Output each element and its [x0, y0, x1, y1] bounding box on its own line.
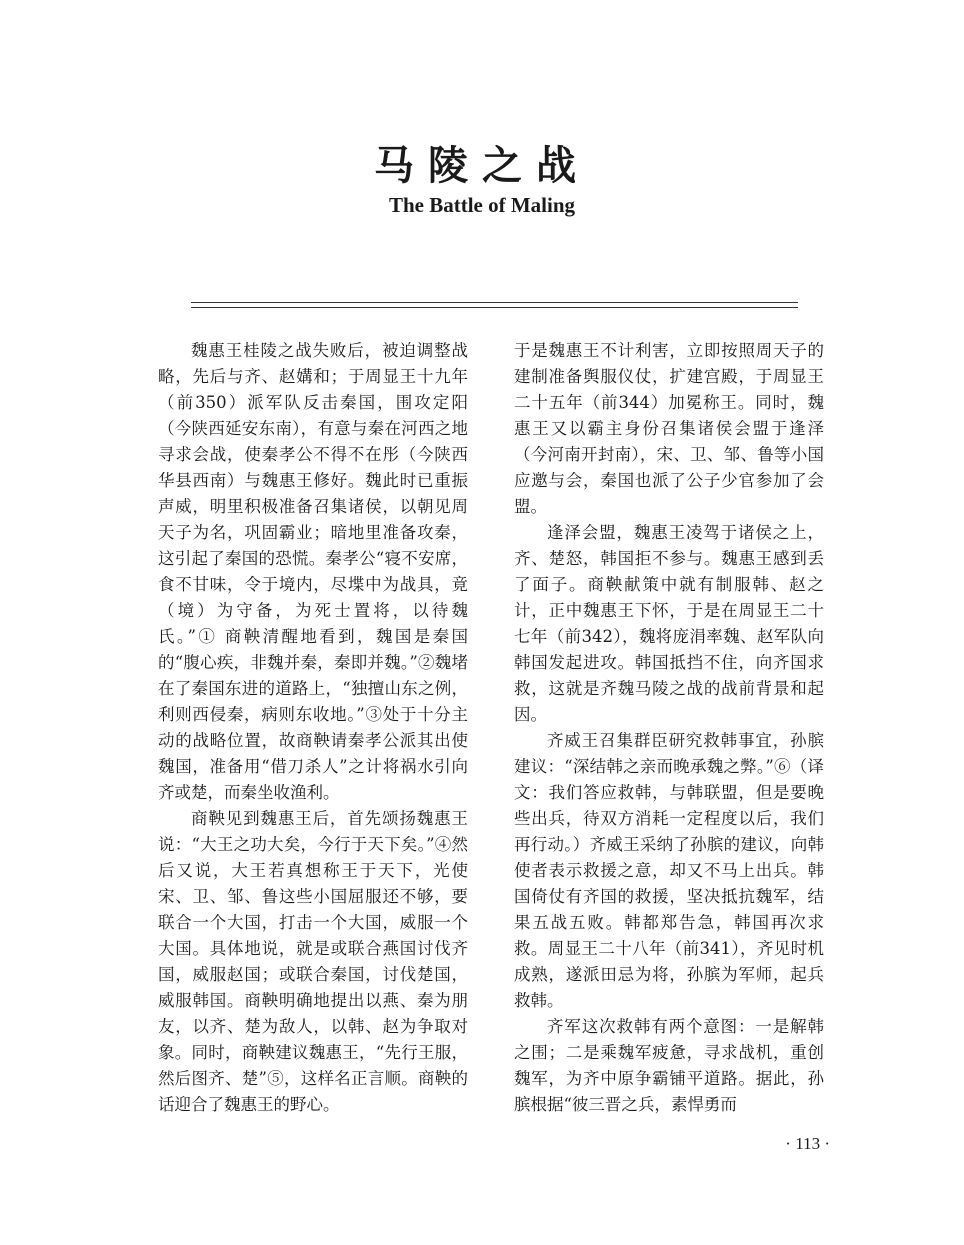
- paragraph: 商鞅见到魏惠王后，首先颂扬魏惠王说：“大王之功大矣，今行于天下矣。”④然后又说，大王若真想称王于天下，光使宋、卫、邹、鲁这些小国屈服还不够，要联合一个大国，打击一个大国，威服一个大国。具体地说，就是或联合燕国讨伐齐国，威服赵国；或联合秦国，讨伐楚国，威服韩国。商鞅明确地提出以燕、秦为朋友，以齐、楚为敌人，以韩、赵为争取对象。同时，商鞅建议魏惠王，“先行王服，然后图齐、楚”⑤，这样名正言顺。商鞅的话迎合了魏惠王的野心。: [158, 809, 468, 1114]
- paragraph: 齐威王召集群臣研究救韩事宜，孙膑建议：“深结韩之亲而晚承魏之弊。”⑥（译文：我们答应救韩，与韩联盟，但是要晚些出兵，待双方消耗一定程度以后，我们再行动。）齐威王采纳了孙膑的建议，向韩使者表示救援之意，却又不马上出兵。韩国倚仗有齐国的救援，坚决抵抗魏军，结果五战五败。韩都郑告急，韩国再次求救。周显王二十八年（前341），齐见时机成熟，遂派田忌为将，孙膑为军师，起兵救韩。: [514, 731, 824, 1010]
- page-title: 马陵之战: [374, 143, 590, 189]
- paragraph: 逢泽会盟，魏惠王凌驾于诸侯之上，齐、楚怒，韩国拒不参与。魏惠王感到丢了面子。商鞅献策中就有制服韩、赵之计，正中魏惠王下怀，于是在周显王二十七年（前342），魏将庞涓率魏、赵军队向韩国发起进攻。韩国抵挡不住，向齐国求救，这就是齐魏马陵之战的战前背景和起因。: [514, 523, 824, 724]
- title-divider-bottom: [191, 307, 798, 308]
- left-column: [158, 338, 468, 1118]
- page-number: · 113 ·: [785, 1134, 830, 1153]
- paragraph-continued: 于是魏惠王不计利害，立即按照周天子的建制准备舆服仪仗，扩建宫殿，于周显王二十五年（前344）加冕称王。同时，魏惠王又以霸主身份召集诸侯会盟于逢泽（今河南开封南），宋、卫、邹、鲁等小国应邀与会，秦国也派了公子少官参加了会盟。: [514, 341, 824, 516]
- paragraph: 齐军这次救韩有两个意图：一是解韩之围；二是乘魏军疲惫，寻求战机，重创魏军，为齐中原争霸铺平道路。据此，孙膑根据“彼三晋之兵，素悍勇而: [514, 1017, 824, 1114]
- right-column: [514, 338, 824, 1118]
- paragraph: 魏惠王桂陵之战失败后，被迫调整战略，先后与齐、赵媾和；于周显王十九年（前350）派军队反击秦国，围攻定阳（今陕西延安东南），有意与秦在河西之地寻求会战，使秦孝公不得不在彤（今陕西华县西南）与魏惠王修好。魏此时已重振声威，明里积极准备召集诸侯，以朝见周天子为名，巩固霸业；暗地里准备攻秦，这引起了秦国的恐慌。秦孝公“寝不安席，食不甘味，令于境内，尽堞中为战具，竟（境）为守备，为死士置将，以待魏氏。”① 商鞅清醒地看到，魏国是秦国的“腹心疾，非魏并秦，秦即并魏。”②魏堵在了秦国东进的道路上，“独擅山东之例，利则西侵秦，病则东收地。”③处于十分主动的战略位置，故商鞅请秦孝公派其出使魏国，准备用“借刀杀人”之计将祸水引向齐或楚，而秦坐收渔利。: [158, 341, 468, 802]
- title-divider-top: [191, 302, 798, 303]
- page-subtitle: The Battle of Maling: [388, 193, 576, 217]
